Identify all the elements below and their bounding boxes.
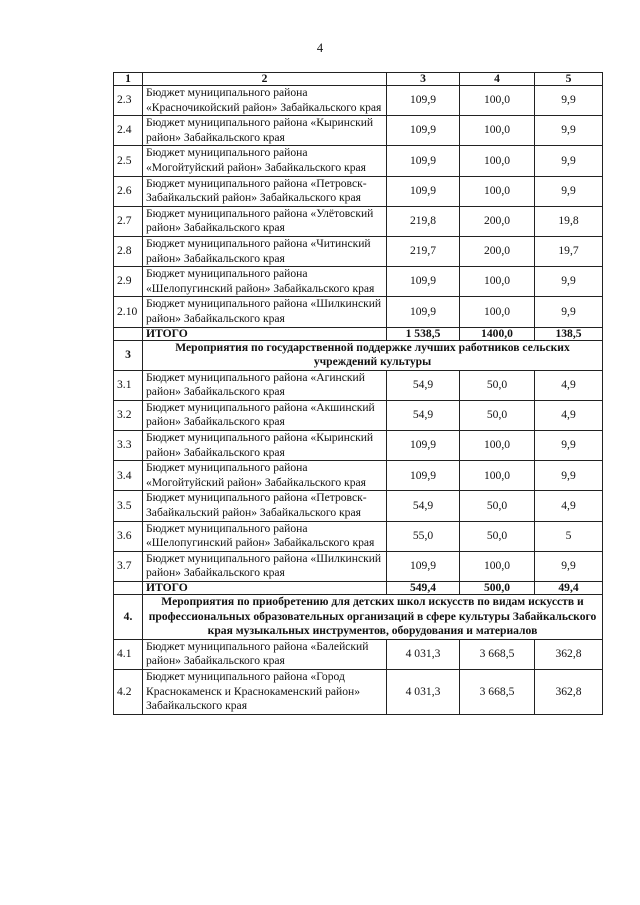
table-row [114, 521, 603, 551]
value-total: 54,9 [387, 400, 460, 430]
value-regional: 100,0 [460, 146, 535, 176]
value-local: 9,9 [535, 267, 603, 297]
value-local: 4,9 [535, 400, 603, 430]
value-total: 4 031,3 [387, 639, 460, 669]
column-header: 4 [460, 73, 535, 86]
table-row [114, 400, 603, 430]
table-row [114, 146, 603, 176]
value-total: 54,9 [387, 370, 460, 400]
row-number: 3.6 [114, 521, 143, 551]
section-title: Мероприятия по приобретению для детских школ искусств по видам искусств и профессиональных образовательных организаций в сфере культуры Забайкальского края музыкальных инструментов, оборудования и материалов [143, 595, 603, 640]
value-total: 109,9 [387, 551, 460, 581]
value-regional: 100,0 [460, 86, 535, 116]
value-regional: 100,0 [460, 297, 535, 327]
row-number: 3.2 [114, 400, 143, 430]
value-regional: 100,0 [460, 176, 535, 206]
row-number: 3.4 [114, 461, 143, 491]
budget-name: Бюджет муниципального района «Шилкинский район» Забайкальского края [143, 297, 387, 327]
total-row [114, 582, 603, 595]
value-total: 55,0 [387, 521, 460, 551]
value-local: 4,9 [535, 491, 603, 521]
value-total: 109,9 [387, 176, 460, 206]
value-local: 9,9 [535, 116, 603, 146]
row-number: 2.7 [114, 206, 143, 236]
value-regional: 200,0 [460, 206, 535, 236]
column-header: 3 [387, 73, 460, 86]
column-header: 1 [114, 73, 143, 86]
table-row [114, 370, 603, 400]
value-regional: 3 668,5 [460, 639, 535, 669]
value-total: 109,9 [387, 461, 460, 491]
value-total: 109,9 [387, 146, 460, 176]
section-number: 4. [114, 595, 143, 640]
table-row [114, 669, 603, 714]
table-row [114, 116, 603, 146]
table-row [114, 461, 603, 491]
value-regional: 50,0 [460, 370, 535, 400]
value-regional: 100,0 [460, 461, 535, 491]
value-regional: 100,0 [460, 267, 535, 297]
budget-name: Бюджет муниципального района «Читинский район» Забайкальского края [143, 236, 387, 266]
value-regional: 500,0 [460, 582, 535, 595]
table-row [114, 206, 603, 236]
value-local: 362,8 [535, 669, 603, 714]
table-row [114, 639, 603, 669]
section-row [114, 595, 603, 640]
value-local: 9,9 [535, 176, 603, 206]
row-number: 2.3 [114, 86, 143, 116]
value-regional: 50,0 [460, 521, 535, 551]
table-header-row [114, 73, 603, 86]
value-regional: 50,0 [460, 400, 535, 430]
value-regional: 100,0 [460, 551, 535, 581]
column-header: 2 [143, 73, 387, 86]
budget-name: Бюджет муниципального района «Акшинский район» Забайкальского края [143, 400, 387, 430]
value-regional: 200,0 [460, 236, 535, 266]
budget-name: Бюджет муниципального района «Петровск-Забайкальский район» Забайкальского края [143, 176, 387, 206]
budget-name: Бюджет муниципального района «Улётовский район» Забайкальского края [143, 206, 387, 236]
row-number: 2.8 [114, 236, 143, 266]
section-title: Мероприятия по государственной поддержке лучших работников сельских учреждений культуры [143, 340, 603, 370]
row-number: 3.7 [114, 551, 143, 581]
table-row [114, 297, 603, 327]
table-row [114, 551, 603, 581]
budget-name: Бюджет муниципального района «Красночикойский район» Забайкальского края [143, 86, 387, 116]
value-local: 9,9 [535, 551, 603, 581]
budget-name: Бюджет муниципального района «Город Краснокаменск и Краснокаменский район» Забайкальского края [143, 669, 387, 714]
budget-name: Бюджет муниципального района «Агинский район» Забайкальского края [143, 370, 387, 400]
budget-name: Бюджет муниципального района «Кыринский район» Забайкальского края [143, 431, 387, 461]
row-number: 2.6 [114, 176, 143, 206]
budget-name: Бюджет муниципального района «Балейский район» Забайкальского края [143, 639, 387, 669]
value-total: 549,4 [387, 582, 460, 595]
row-number: 2.5 [114, 146, 143, 176]
value-local: 49,4 [535, 582, 603, 595]
value-total: 1 538,5 [387, 327, 460, 340]
table-body [114, 86, 603, 715]
value-local: 9,9 [535, 461, 603, 491]
budget-name: Бюджет муниципального района «Могойтуйский район» Забайкальского края [143, 461, 387, 491]
row-number: 3.1 [114, 370, 143, 400]
value-total: 109,9 [387, 297, 460, 327]
table-row [114, 431, 603, 461]
row-number: 3.3 [114, 431, 143, 461]
table-row [114, 267, 603, 297]
budget-name: Бюджет муниципального района «Шилкинский район» Забайкальского края [143, 551, 387, 581]
row-number [114, 327, 143, 340]
budget-name: Бюджет муниципального района «Шелопугинский район» Забайкальского края [143, 267, 387, 297]
table-row [114, 86, 603, 116]
budget-name: Бюджет муниципального района «Петровск-Забайкальский район» Забайкальского края [143, 491, 387, 521]
row-number: 2.9 [114, 267, 143, 297]
value-total: 219,7 [387, 236, 460, 266]
value-regional: 1400,0 [460, 327, 535, 340]
page-number: 4 [316, 41, 324, 55]
value-local: 4,9 [535, 370, 603, 400]
value-total: 109,9 [387, 267, 460, 297]
budget-name: Бюджет муниципального района «Шелопугинский район» Забайкальского края [143, 521, 387, 551]
value-total: 109,9 [387, 86, 460, 116]
value-local: 19,8 [535, 206, 603, 236]
value-local: 138,5 [535, 327, 603, 340]
value-local: 9,9 [535, 86, 603, 116]
value-local: 362,8 [535, 639, 603, 669]
row-number: 3.5 [114, 491, 143, 521]
section-row [114, 340, 603, 370]
budget-table [113, 72, 603, 715]
value-total: 4 031,3 [387, 669, 460, 714]
total-label: ИТОГО [143, 582, 387, 595]
value-regional: 100,0 [460, 116, 535, 146]
value-total: 109,9 [387, 116, 460, 146]
value-total: 54,9 [387, 491, 460, 521]
row-number: 4.2 [114, 669, 143, 714]
budget-name: Бюджет муниципального района «Могойтуйский район» Забайкальского края [143, 146, 387, 176]
budget-name: Бюджет муниципального района «Кыринский район» Забайкальского края [143, 116, 387, 146]
row-number: 4.1 [114, 639, 143, 669]
table-row [114, 491, 603, 521]
table-row [114, 176, 603, 206]
value-local: 9,9 [535, 431, 603, 461]
total-label: ИТОГО [143, 327, 387, 340]
row-number [114, 582, 143, 595]
value-local: 5 [535, 521, 603, 551]
value-regional: 100,0 [460, 431, 535, 461]
column-header: 5 [535, 73, 603, 86]
value-total: 219,8 [387, 206, 460, 236]
value-local: 19,7 [535, 236, 603, 266]
table-row [114, 236, 603, 266]
value-regional: 50,0 [460, 491, 535, 521]
row-number: 2.4 [114, 116, 143, 146]
section-number: 3 [114, 340, 143, 370]
total-row [114, 327, 603, 340]
row-number: 2.10 [114, 297, 143, 327]
value-total: 109,9 [387, 431, 460, 461]
value-regional: 3 668,5 [460, 669, 535, 714]
value-local: 9,9 [535, 146, 603, 176]
value-local: 9,9 [535, 297, 603, 327]
